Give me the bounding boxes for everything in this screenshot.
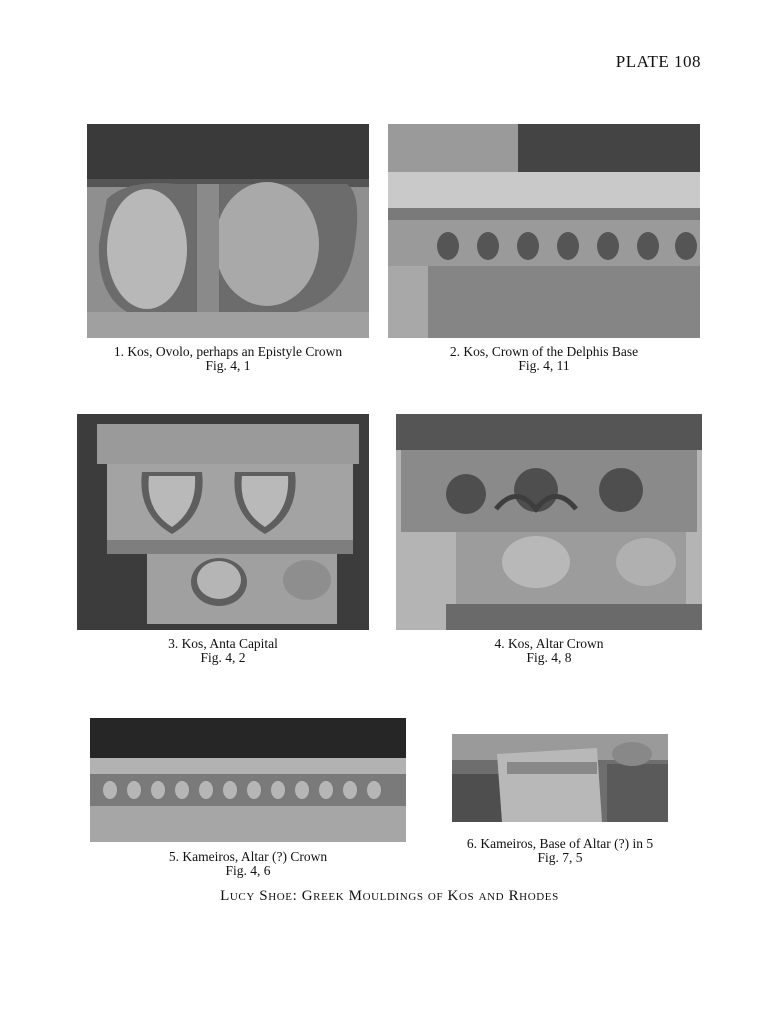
- caption-title: 2. Kos, Crown of the Delphis Base: [449, 344, 639, 359]
- caption-3: [77, 637, 369, 665]
- photo-delphis-base-crown: [388, 124, 700, 338]
- plate-number: PLATE 108: [615, 52, 701, 71]
- caption-figure-ref: Fig. 7, 5: [537, 850, 583, 865]
- caption-figure-ref: Fig. 4, 11: [518, 358, 570, 373]
- caption-figure-ref: Fig. 4, 8: [526, 650, 572, 665]
- caption-figure-ref: Fig. 4, 1: [205, 358, 251, 373]
- caption-6: [440, 837, 680, 865]
- plate-footer-title: Lucy Shoe: Greek Mouldings of Kos and Rhodes: [220, 888, 559, 904]
- photo-kameiros-altar-crown: [90, 718, 406, 842]
- caption-figure-ref: Fig. 4, 2: [200, 650, 246, 665]
- photo-anta-capital: [77, 414, 369, 630]
- photo-ovolo-epistyle-crown: [87, 124, 369, 338]
- caption-4: [396, 637, 702, 665]
- caption-figure-ref: Fig. 4, 6: [225, 863, 271, 878]
- caption-title: 4. Kos, Altar Crown: [494, 636, 604, 651]
- caption-title: 6. Kameiros, Base of Altar (?) in 5: [466, 836, 654, 851]
- photo-kameiros-altar-base: [452, 734, 668, 822]
- caption-title: 5. Kameiros, Altar (?) Crown: [168, 849, 328, 864]
- caption-5: [90, 850, 406, 878]
- caption-2: [388, 345, 700, 373]
- photo-altar-crown: [396, 414, 702, 630]
- caption-1: [87, 345, 369, 373]
- caption-title: 3. Kos, Anta Capital: [168, 636, 278, 651]
- caption-title: 1. Kos, Ovolo, perhaps an Epistyle Crown: [113, 344, 343, 359]
